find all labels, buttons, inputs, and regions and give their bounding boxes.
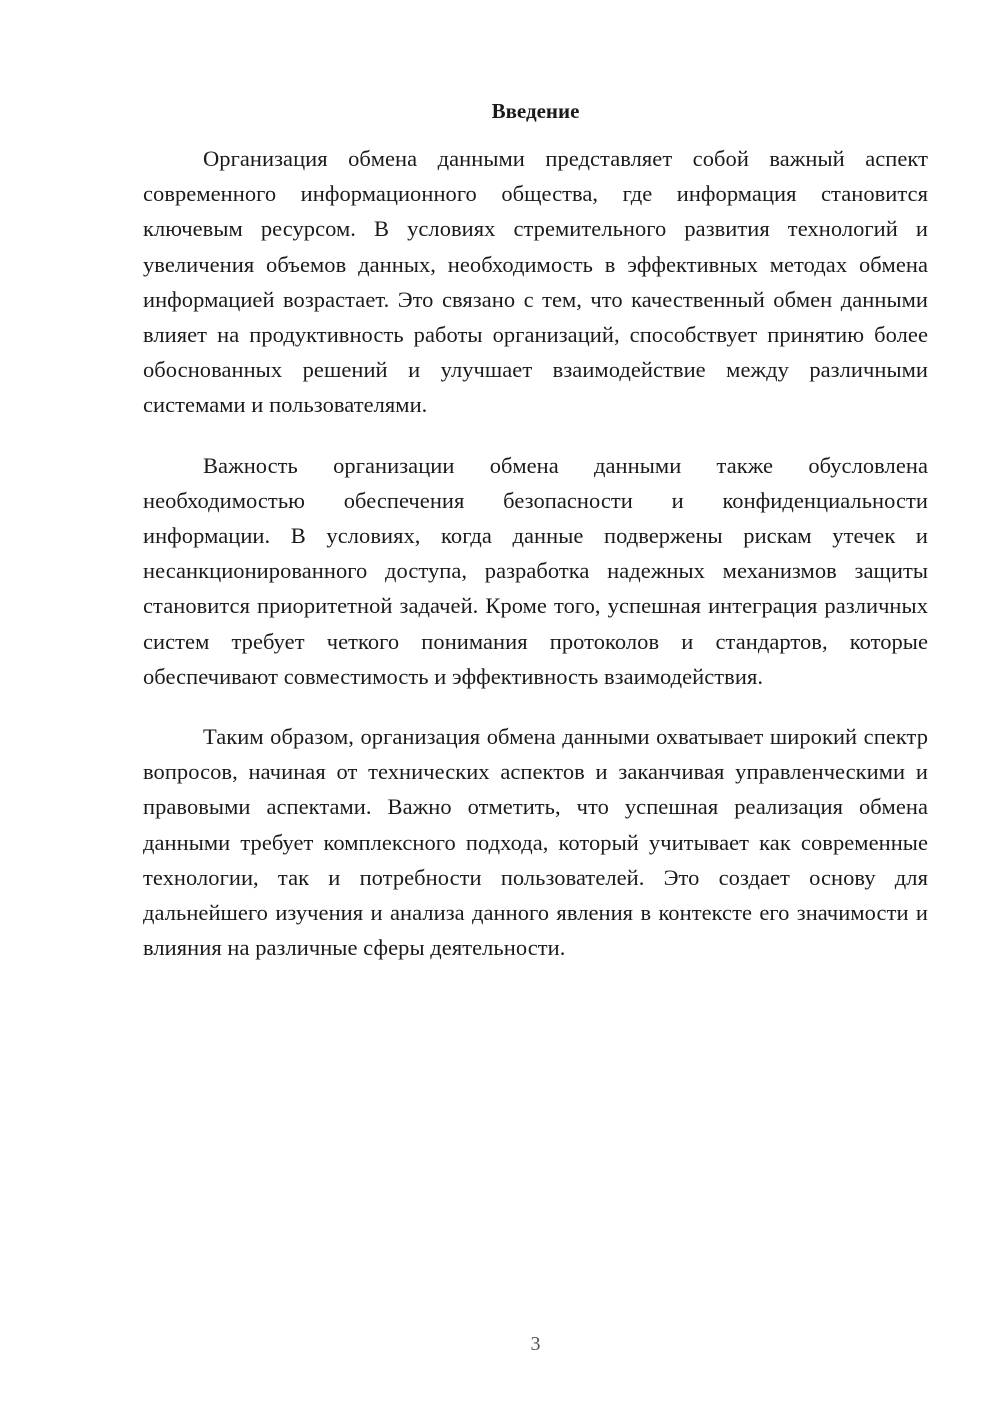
section-title: Введение	[491, 99, 580, 123]
paragraph-1: Организация обмена данными представляет собой важный аспект современного информационного общества, где информация становится ключевым ресурсом. В условиях стремительного развития технологий и увеличения объемов данных, необходимость в эффективных методах обмена информацией возрастает. Это связано с тем, что качественный обмен данными влияет на продуктивность работы организаций, способствует принятию более обоснованных решений и улучшает взаимодействие между различными системами и пользователями.	[143, 146, 928, 418]
paragraph-3: Таким образом, организация обмена данными охватывает широкий спектр вопросов, начиная от технических аспектов и заканчивая управленческими и правовыми аспектами. Важно отметить, что успешная реализация обмена данными требует комплексного подхода, который учитывает как современные технологии, так и потребности пользователей. Это создает основу для дальнейшего изучения и анализа данного явления в контексте его значимости и влияния на различные сферы деятельности.	[143, 724, 928, 961]
page-number: 3	[530, 1333, 541, 1355]
paragraph-2: Важность организации обмена данными также обусловлена необходимостью обеспечения безопасности и конфиденциальности информации. В условиях, когда данные подвержены рискам утечек и несанкционированного доступа, разработка надежных механизмов защиты становится приоритетной задачей. Кроме того, успешная интеграция различных систем требует четкого понимания протоколов и стандартов, которые обеспечивают совместимость и эффективность взаимодействия.	[143, 452, 928, 689]
document-body	[143, 141, 928, 990]
